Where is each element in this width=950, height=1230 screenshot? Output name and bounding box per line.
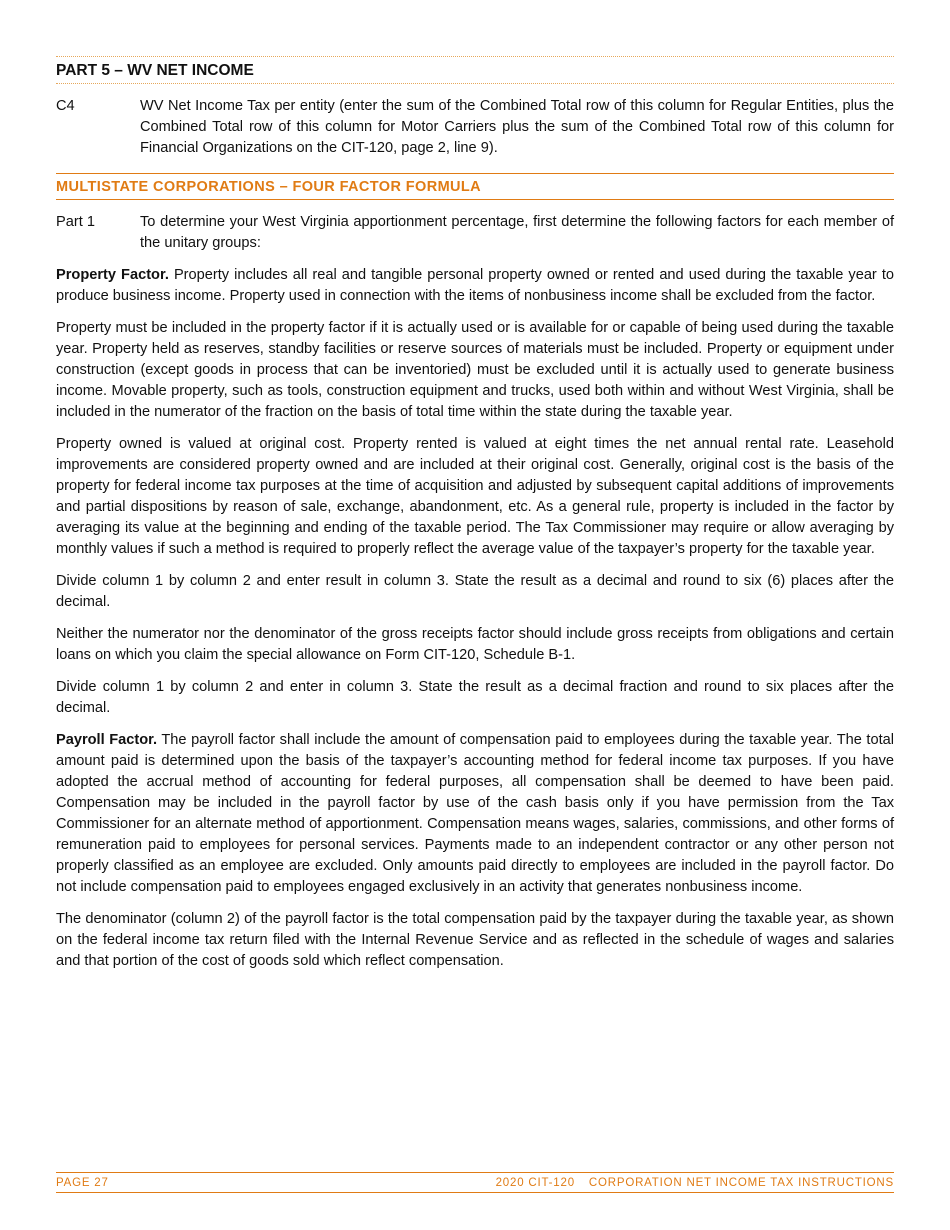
footer-title-group (486, 1177, 894, 1189)
property-inclusion-paragraph: Property must be included in the property factor if it is actually used or is available for or capable of being used during the taxable year. Property held as reserves, standby facilities or reserve sources of materials must be included. Property or equipment under construction (except goods in process that can be inventoried) must be excluded until it is actually used to generate business income. Movable property, such as tools, construction equipment and trucks, used both within and without West Virginia, shall be included in the numerator of the fraction on the basis of total time within the state during the taxable year. (56, 320, 894, 420)
part1-text: To determine your West Virginia apportionment percentage, first determine the following factors for each member of the unitary groups: (140, 214, 894, 251)
divide-columns-paragraph: Divide column 1 by column 2 and enter result in column 3. State the result as a decimal and round to six (6) places after the decimal. (56, 573, 894, 610)
page-footer (56, 1172, 894, 1193)
multistate-heading: MULTISTATE CORPORATIONS – FOUR FACTOR FORMULA (56, 173, 894, 200)
payroll-factor-text: The payroll factor shall include the amount of compensation paid to employees during the taxable year. The total amount paid is determined upon the basis of the taxpayer’s accounting method for federal income tax purposes. If you have adopted the accrual method of accounting for federal purposes, all compensation shall be deemed to have been paid. Compensation may be included in the payroll factor by use of the cash basis only if you have permission from the Tax Commissioner for an alternate method of apportionment. Compensation means wages, salaries, commissions, and other forms of remuneration paid to employees for personal services. Payments made to an independent contractor or any other person not properly classified as an employee are excluded. Only amounts paid directly to employees are included in the payroll factor. Do not include compensation paid to employees engaged exclusively in an activity that generates nonbusiness income. (56, 732, 894, 895)
part1-row (56, 212, 894, 254)
page-number: PAGE 27 (56, 1177, 109, 1189)
property-factor-paragraph (56, 265, 894, 307)
c4-code: C4 (56, 98, 75, 114)
gross-receipts-paragraph: Neither the numerator nor the denominator of the gross receipts factor should include gross receipts from obligations and certain loans on which you claim the special allowance on Form CIT-120, Schedule B-1. (56, 626, 894, 663)
part5-divider (56, 83, 894, 84)
payroll-factor-label: Payroll Factor. (56, 732, 158, 748)
part1-code: Part 1 (56, 214, 95, 230)
document-title: CORPORATION NET INCOME TAX INSTRUCTIONS (588, 1177, 894, 1189)
property-factor-label: Property Factor. (56, 267, 169, 283)
payroll-factor-paragraph (56, 730, 894, 898)
payroll-denominator-paragraph: The denominator (column 2) of the payroll factor is the total compensation paid by the taxpayer during the taxable year, as shown on the federal income tax return filed with the Internal Revenue Service and as reflected in the schedule of wages and salaries and that portion of the cost of goods sold which reflect compensation. (56, 911, 894, 969)
form-number: 2020 CIT-120 (495, 1177, 575, 1189)
c4-text: WV Net Income Tax per entity (enter the sum of the Combined Total row of this column for Regular Entities, plus the Combined Total row of this column for Motor Carriers plus the sum of the Combined Total row of this column for Financial Organizations on the CIT-120, page 2, line 9). (140, 98, 894, 156)
page-content (56, 56, 894, 972)
divide-columns-fraction-paragraph: Divide column 1 by column 2 and enter in column 3. State the result as a decimal fraction and round to six places after the decimal. (56, 679, 894, 716)
property-valuation-paragraph: Property owned is valued at original cost. Property rented is valued at eight times the net annual rental rate. Leasehold improvements are considered property owned and are included at their original cost. Generally, original cost is the basis of the property for federal income tax purposes at the time of acquisition and adjusted by subsequent capital additions of improvements and partial dispositions by reason of sale, exchange, abandonment, etc. As a general rule, property is included in the factor by averaging its value at the beginning and ending of the taxable period. The Tax Commissioner may require or allow averaging by monthly values if such a method is required to properly reflect the average value of the taxpayer’s property for the taxable year. (56, 436, 894, 557)
property-factor-text: Property includes all real and tangible personal property owned or rented and used during the taxable year to produce business income. Property used in connection with the items of nonbusiness income shall be excluded from the factor. (56, 267, 894, 304)
part5-title: PART 5 – WV NET INCOME (56, 62, 254, 79)
c4-row (56, 96, 894, 159)
